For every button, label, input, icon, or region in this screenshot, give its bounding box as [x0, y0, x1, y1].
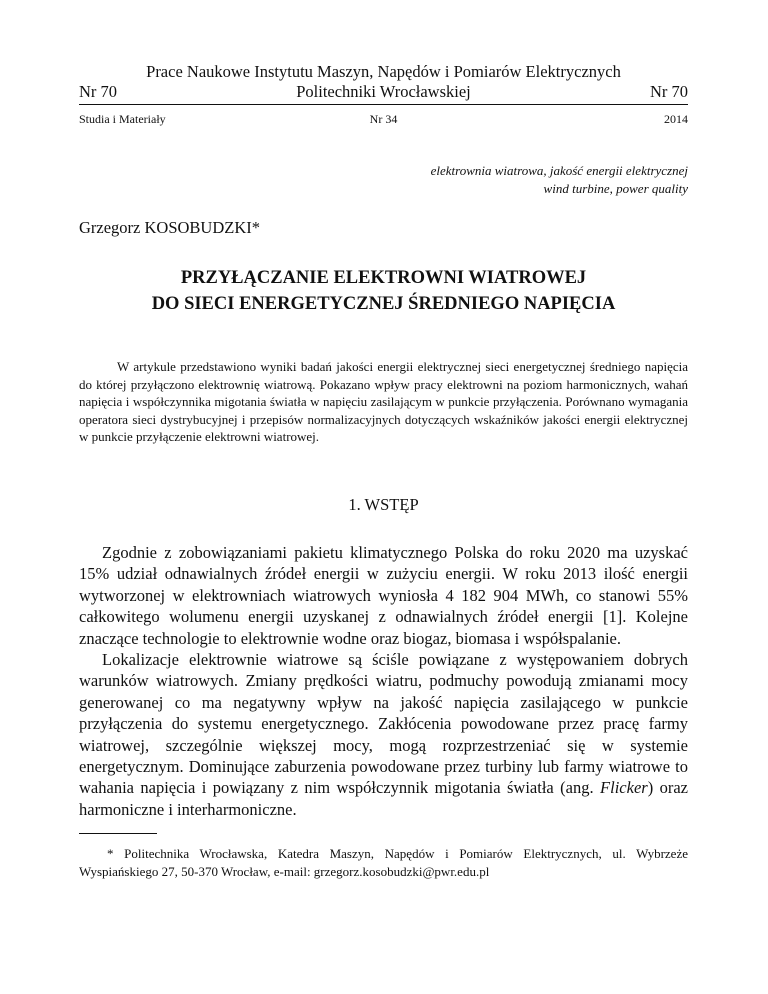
paper-title — [79, 265, 688, 317]
footnote-rule — [79, 833, 157, 834]
author-name: Grzegorz KOSOBUDZKI* — [79, 218, 261, 237]
journal-name-line1: Prace Naukowe Instytutu Maszyn, Napędów i Pomiarów Elektrycznych — [146, 62, 621, 81]
footnote: * Politechnika Wrocławska, Katedra Maszyn, Napędów i Pomiarów Elektrycznych, ul. Wybrzeże Wyspiańskiego 27, 50-370 Wrocław, e-mail: grzegorz.kosobudzki@pwr.edu.pl — [79, 846, 688, 879]
issue-number: Nr 34 — [369, 112, 398, 126]
keywords-polish: elektrownia wiatrowa, jakość energii elektrycznej — [430, 163, 688, 178]
section-heading: 1. WSTĘP — [348, 495, 419, 514]
paper-title-line2: DO SIECI ENERGETYCZNEJ ŚREDNIEGO NAPIĘCIA — [151, 294, 616, 314]
journal-name-line2: Politechniki Wrocławskiej — [296, 82, 471, 101]
series-row — [79, 111, 688, 127]
publication-year: 2014 — [664, 112, 688, 126]
paper-title-line1: PRZYŁĄCZANIE ELEKTROWNI WIATROWEJ — [180, 268, 587, 288]
paragraph-text-end: ) oraz harmoniczne i interharmoniczne. — [79, 778, 688, 819]
keywords-block — [431, 162, 688, 198]
paragraph: Zgodnie z zobowiązaniami pakietu klimatycznego Polska do roku 2020 ma uzyskać 15% udział odnawialnych źródeł energii w zużyciu energii. W roku 2013 ilość energii wytworzonej w elektrowniach wiatrowych wyniosła 4 182 904 MWh, co stanowi 55% całkowitego wolumenu energii uzyskanej z odnawialnych źródeł energii [1]. Kolejne znaczące technologie to elektrownie wodne oraz biogaz, biomasa i współspalanie. — [79, 543, 688, 648]
italic-term: Flicker — [600, 778, 648, 798]
abstract: W artykule przedstawiono wyniki badań jakości energii elektrycznej sieci energetycznej średniego napięcia do której przyłączono elektrownię wiatrową. Pokazano wpływ pracy elektrowni na poziom harmonicznych, wahań napięcia i współczynnika migotania światła w napięciu zasilającym w punkcie przyłączenia. Porównano wymagania operatora sieci dystrybucyjnej i przepisów normalizacyjnych dotyczących wskaźników jakości energii elektrycznej w punkcie przyłączenie elektrowni wiatrowej. — [79, 359, 688, 445]
paragraph-text: Lokalizacje elektrownie wiatrowe są ściśle powiązane z występowaniem dobrych warunków wiatrowych. Zmiany prędkości wiatru, podmuchy powodują zmianami mocy generowanej co ma negatywny wpływ na jakość napięcia zasilającego w punkcie przyłączenia do systemu energetycznego. Zakłócenia powodowane przez pracę farmy wiatrowej, szczególnie większej mocy, mogą rozprzestrzeniać się w systemie energetycznym. Dominujące zaburzenia powodowane przez turbiny lub farmy wiatrowe to wahania napięcia i powiązany z nim współczynnik migotania światła (ang. — [79, 650, 688, 798]
journal-header — [79, 62, 688, 126]
paragraph — [79, 649, 688, 820]
volume-number-left: Nr 70 — [79, 82, 118, 101]
keywords-english: wind turbine, power quality — [543, 181, 688, 196]
journal-name-row — [79, 82, 688, 102]
body-text — [79, 542, 688, 820]
header-rule — [79, 104, 688, 105]
volume-number-right: Nr 70 — [649, 82, 688, 101]
series-name: Studia i Materiały — [79, 112, 166, 126]
